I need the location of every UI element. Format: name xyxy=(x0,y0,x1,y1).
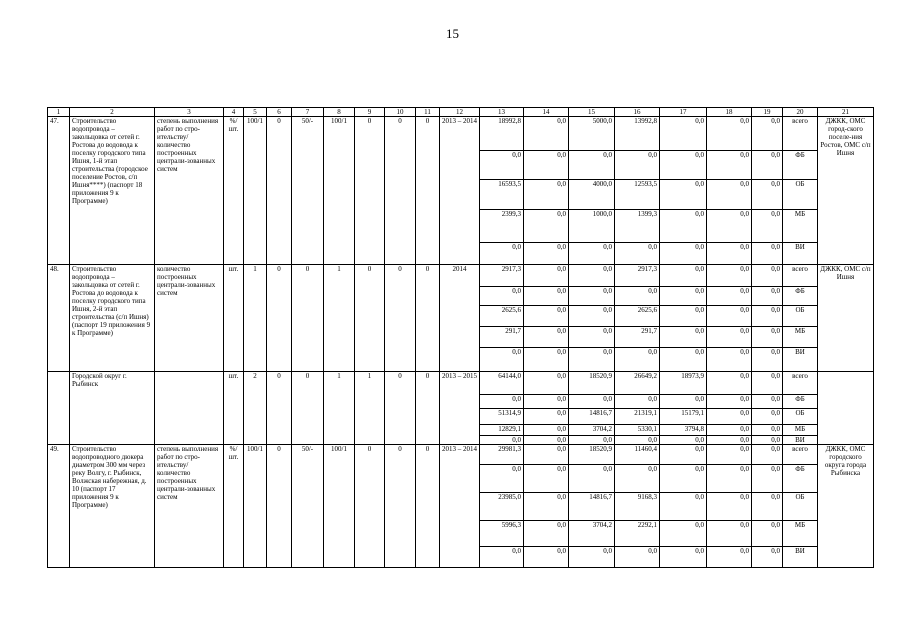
column-number-11: 11 xyxy=(416,108,440,117)
funding-2014: 11460,4 xyxy=(615,445,660,465)
funding-total: 12829,1 xyxy=(480,425,524,436)
target-2014: 1 xyxy=(324,372,355,445)
target-2016: 0 xyxy=(385,445,416,568)
table-row xyxy=(48,372,874,395)
funding-source: ВИ xyxy=(783,243,818,265)
funding-2013: 14816,7 xyxy=(569,493,615,521)
funding-2013: 0,0 xyxy=(569,436,615,445)
funding-2014: 291,7 xyxy=(615,327,660,348)
column-number-14: 14 xyxy=(524,108,569,117)
funding-2016: 0,0 xyxy=(707,445,752,465)
funding-2015: 0,0 xyxy=(660,180,707,210)
funding-2013: 0,0 xyxy=(569,287,615,306)
funding-2012: 0,0 xyxy=(524,265,569,287)
funding-2017: 0,0 xyxy=(752,521,783,547)
executor-cell: ДЖКК, ОМС с/п Ишня xyxy=(818,265,874,372)
target-2016: 0 xyxy=(385,117,416,265)
funding-2013: 3704,2 xyxy=(569,521,615,547)
period-cell: 2013 – 2014 xyxy=(440,445,480,568)
measure-name: Строительство водопровода – закольцовка от сетей г. Ростова до водовода к поселку городского типа Ишня, 1-й этап строительства (городское поселение Ростов, с/п Ишня****) (паспорт 18 приложения 9 к Программе) xyxy=(70,117,155,265)
funding-2016: 0,0 xyxy=(707,287,752,306)
target-2012: 0 xyxy=(267,117,292,265)
funding-2015: 15179,1 xyxy=(660,409,707,425)
funding-2017: 0,0 xyxy=(752,306,783,327)
funding-2013: 0,0 xyxy=(569,465,615,493)
funding-2016: 0,0 xyxy=(707,327,752,348)
funding-2015: 0,0 xyxy=(660,265,707,287)
target-2013: 50/- xyxy=(292,117,324,265)
column-number-7: 7 xyxy=(292,108,324,117)
funding-2014: 26649,2 xyxy=(615,372,660,395)
funding-2017: 0,0 xyxy=(752,372,783,395)
column-number-5: 5 xyxy=(244,108,267,117)
funding-2012: 0,0 xyxy=(524,287,569,306)
target-2015: 1 xyxy=(355,372,385,445)
funding-2013: 5000,0 xyxy=(569,117,615,151)
funding-2017: 0,0 xyxy=(752,547,783,568)
target-2017: 0 xyxy=(416,265,440,372)
funding-source: ФБ xyxy=(783,465,818,493)
indicator-name xyxy=(155,372,224,445)
funding-2012: 0,0 xyxy=(524,327,569,348)
funding-2017: 0,0 xyxy=(752,151,783,180)
funding-2015: 0,0 xyxy=(660,445,707,465)
funding-source: МБ xyxy=(783,521,818,547)
executor-cell xyxy=(818,372,874,445)
funding-2012: 0,0 xyxy=(524,395,569,409)
row-number xyxy=(48,372,70,445)
funding-total: 0,0 xyxy=(480,436,524,445)
funding-2015: 0,0 xyxy=(660,327,707,348)
funding-2015: 18973,9 xyxy=(660,372,707,395)
row-number: 47. xyxy=(48,117,70,265)
indicator-name: степень выполнения работ по стро-ительству/ количество построенных централи-зованных систем xyxy=(155,445,224,568)
column-number-6: 6 xyxy=(267,108,292,117)
funding-2016: 0,0 xyxy=(707,425,752,436)
funding-2014: 13992,8 xyxy=(615,117,660,151)
target-2012: 0 xyxy=(267,372,292,445)
funding-2013: 14816,7 xyxy=(569,409,615,425)
funding-2014: 2292,1 xyxy=(615,521,660,547)
column-number-12: 12 xyxy=(440,108,480,117)
funding-2017: 0,0 xyxy=(752,117,783,151)
table-row xyxy=(48,265,874,287)
target-2012: 0 xyxy=(267,445,292,568)
indicator-name: количество построенных централи-зованных систем xyxy=(155,265,224,372)
column-number-3: 3 xyxy=(155,108,224,117)
column-number-9: 9 xyxy=(355,108,385,117)
column-number-1: 1 xyxy=(48,108,70,117)
unit-cell: шт. xyxy=(224,265,244,372)
funding-source: ВИ xyxy=(783,348,818,372)
funding-2017: 0,0 xyxy=(752,210,783,243)
row-number: 49. xyxy=(48,445,70,568)
column-number-10: 10 xyxy=(385,108,416,117)
executor-cell: ДЖКК, ОМС городского округа города Рыбинска xyxy=(818,445,874,568)
funding-source: ФБ xyxy=(783,287,818,306)
funding-2012: 0,0 xyxy=(524,151,569,180)
funding-2012: 0,0 xyxy=(524,425,569,436)
funding-2012: 0,0 xyxy=(524,445,569,465)
funding-2016: 0,0 xyxy=(707,521,752,547)
funding-2017: 0,0 xyxy=(752,243,783,265)
funding-2012: 0,0 xyxy=(524,180,569,210)
target-2015: 0 xyxy=(355,117,385,265)
funding-total: 0,0 xyxy=(480,348,524,372)
funding-2015: 0,0 xyxy=(660,436,707,445)
column-number-19: 19 xyxy=(752,108,783,117)
funding-source: ОБ xyxy=(783,306,818,327)
funding-2013: 3704,2 xyxy=(569,425,615,436)
funding-2016: 0,0 xyxy=(707,465,752,493)
funding-2016: 0,0 xyxy=(707,180,752,210)
funding-2013: 18520,9 xyxy=(569,372,615,395)
measure-name: Строительство водопроводного дюкера диаметром 300 мм через реку Волгу, г. Рыбинск, Волжская набережная, д. 10 (паспорт 17 приложения 9 к Программе) xyxy=(70,445,155,568)
funding-2014: 0,0 xyxy=(615,436,660,445)
target-2016: 0 xyxy=(385,372,416,445)
funding-total: 0,0 xyxy=(480,465,524,493)
funding-2012: 0,0 xyxy=(524,521,569,547)
funding-2013: 0,0 xyxy=(569,348,615,372)
funding-2017: 0,0 xyxy=(752,348,783,372)
measure-name: Строительство водопровода – закольцовка от сетей г. Ростова до водовода к поселку городского типа Ишня, 2-й этап строительства (с/п Ишня) (паспорт 19 приложения 9 к Программе) xyxy=(70,265,155,372)
funding-source: ОБ xyxy=(783,493,818,521)
column-number-15: 15 xyxy=(569,108,615,117)
funding-2017: 0,0 xyxy=(752,287,783,306)
funding-2015: 0,0 xyxy=(660,243,707,265)
funding-2014: 2625,6 xyxy=(615,306,660,327)
funding-total: 0,0 xyxy=(480,243,524,265)
funding-source: ФБ xyxy=(783,395,818,409)
funding-total: 0,0 xyxy=(480,151,524,180)
funding-total: 64144,0 xyxy=(480,372,524,395)
funding-2012: 0,0 xyxy=(524,117,569,151)
target-2012: 0 xyxy=(267,265,292,372)
funding-2016: 0,0 xyxy=(707,348,752,372)
funding-2013: 1000,0 xyxy=(569,210,615,243)
column-number-21: 21 xyxy=(818,108,874,117)
table-body xyxy=(48,108,874,568)
target-2014: 100/1 xyxy=(324,117,355,265)
funding-2015: 3794,8 xyxy=(660,425,707,436)
column-number-18: 18 xyxy=(707,108,752,117)
target-2014: 1 xyxy=(324,265,355,372)
funding-2015: 0,0 xyxy=(660,348,707,372)
funding-total: 291,7 xyxy=(480,327,524,348)
funding-source: ВИ xyxy=(783,547,818,568)
column-number-4: 4 xyxy=(224,108,244,117)
funding-2016: 0,0 xyxy=(707,493,752,521)
period-cell: 2013 – 2014 xyxy=(440,117,480,265)
funding-2012: 0,0 xyxy=(524,409,569,425)
funding-2017: 0,0 xyxy=(752,493,783,521)
funding-2017: 0,0 xyxy=(752,395,783,409)
funding-2017: 0,0 xyxy=(752,409,783,425)
executor-cell: ДЖКК, ОМС город-ского поселе-ния Ростов, ОМС с/п Ишня xyxy=(818,117,874,265)
funding-total: 23985,0 xyxy=(480,493,524,521)
indicator-name: степень выполнения работ по стро-ительству/ количество построенных централи-зованных систем xyxy=(155,117,224,265)
funding-2017: 0,0 xyxy=(752,265,783,287)
funding-2014: 0,0 xyxy=(615,243,660,265)
row-number: 48. xyxy=(48,265,70,372)
target-2014: 100/1 xyxy=(324,445,355,568)
funding-2012: 0,0 xyxy=(524,210,569,243)
measure-name: Городской округ г. Рыбинск xyxy=(70,372,155,445)
funding-2016: 0,0 xyxy=(707,436,752,445)
page-number: 15 xyxy=(446,26,459,41)
unit-cell: шт. xyxy=(224,372,244,445)
funding-2014: 9168,3 xyxy=(615,493,660,521)
funding-2015: 0,0 xyxy=(660,395,707,409)
funding-2015: 0,0 xyxy=(660,547,707,568)
target-2016: 0 xyxy=(385,265,416,372)
target-2013: 50/- xyxy=(292,445,324,568)
funding-total: 0,0 xyxy=(480,287,524,306)
funding-2012: 0,0 xyxy=(524,465,569,493)
target-total: 100/1 xyxy=(244,117,267,265)
funding-2017: 0,0 xyxy=(752,180,783,210)
funding-2014: 0,0 xyxy=(615,287,660,306)
column-number-8: 8 xyxy=(324,108,355,117)
target-2015: 0 xyxy=(355,445,385,568)
funding-2015: 0,0 xyxy=(660,287,707,306)
funding-2014: 1399,3 xyxy=(615,210,660,243)
funding-2015: 0,0 xyxy=(660,521,707,547)
column-number-16: 16 xyxy=(615,108,660,117)
funding-total: 2625,6 xyxy=(480,306,524,327)
target-2017: 0 xyxy=(416,445,440,568)
funding-2013: 18520,9 xyxy=(569,445,615,465)
column-number-row xyxy=(48,108,874,117)
funding-2017: 0,0 xyxy=(752,436,783,445)
funding-2012: 0,0 xyxy=(524,493,569,521)
funding-2013: 0,0 xyxy=(569,547,615,568)
funding-2016: 0,0 xyxy=(707,306,752,327)
program-table xyxy=(47,107,874,568)
funding-source: ВИ xyxy=(783,436,818,445)
funding-source: ОБ xyxy=(783,180,818,210)
funding-total: 0,0 xyxy=(480,395,524,409)
target-total: 2 xyxy=(244,372,267,445)
funding-2016: 0,0 xyxy=(707,547,752,568)
funding-total: 29981,3 xyxy=(480,445,524,465)
funding-2016: 0,0 xyxy=(707,243,752,265)
funding-source: всего xyxy=(783,265,818,287)
funding-2012: 0,0 xyxy=(524,547,569,568)
funding-source: ФБ xyxy=(783,151,818,180)
target-total: 100/1 xyxy=(244,445,267,568)
funding-2012: 0,0 xyxy=(524,243,569,265)
funding-2015: 0,0 xyxy=(660,117,707,151)
funding-2013: 4000,0 xyxy=(569,180,615,210)
column-number-17: 17 xyxy=(660,108,707,117)
target-2017: 0 xyxy=(416,372,440,445)
funding-2014: 0,0 xyxy=(615,465,660,493)
funding-2016: 0,0 xyxy=(707,372,752,395)
unit-cell: %/ шт. xyxy=(224,117,244,265)
column-number-20: 20 xyxy=(783,108,818,117)
table-row xyxy=(48,117,874,151)
funding-2014: 0,0 xyxy=(615,348,660,372)
funding-2016: 0,0 xyxy=(707,210,752,243)
funding-2015: 0,0 xyxy=(660,210,707,243)
funding-total: 16593,5 xyxy=(480,180,524,210)
funding-source: ОБ xyxy=(783,409,818,425)
funding-2017: 0,0 xyxy=(752,425,783,436)
funding-2012: 0,0 xyxy=(524,436,569,445)
column-number-2: 2 xyxy=(70,108,155,117)
funding-2016: 0,0 xyxy=(707,117,752,151)
target-2013: 0 xyxy=(292,265,324,372)
funding-source: всего xyxy=(783,117,818,151)
funding-source: МБ xyxy=(783,210,818,243)
funding-2014: 0,0 xyxy=(615,151,660,180)
funding-2016: 0,0 xyxy=(707,409,752,425)
funding-2016: 0,0 xyxy=(707,265,752,287)
funding-2013: 0,0 xyxy=(569,327,615,348)
target-2017: 0 xyxy=(416,117,440,265)
funding-2014: 0,0 xyxy=(615,395,660,409)
funding-2013: 0,0 xyxy=(569,243,615,265)
funding-2016: 0,0 xyxy=(707,395,752,409)
funding-total: 18992,8 xyxy=(480,117,524,151)
period-cell: 2013 – 2015 xyxy=(440,372,480,445)
funding-total: 51314,9 xyxy=(480,409,524,425)
funding-2017: 0,0 xyxy=(752,445,783,465)
funding-total: 5996,3 xyxy=(480,521,524,547)
funding-2012: 0,0 xyxy=(524,306,569,327)
funding-2013: 0,0 xyxy=(569,265,615,287)
unit-cell: %/ шт. xyxy=(224,445,244,568)
funding-2013: 0,0 xyxy=(569,395,615,409)
funding-2017: 0,0 xyxy=(752,465,783,493)
funding-2015: 0,0 xyxy=(660,493,707,521)
funding-2014: 0,0 xyxy=(615,547,660,568)
funding-total: 2917,3 xyxy=(480,265,524,287)
target-total: 1 xyxy=(244,265,267,372)
funding-2013: 0,0 xyxy=(569,306,615,327)
funding-total: 2399,3 xyxy=(480,210,524,243)
funding-source: МБ xyxy=(783,327,818,348)
funding-source: МБ xyxy=(783,425,818,436)
period-cell: 2014 xyxy=(440,265,480,372)
funding-2017: 0,0 xyxy=(752,327,783,348)
table-row xyxy=(48,445,874,465)
funding-2013: 0,0 xyxy=(569,151,615,180)
funding-total: 0,0 xyxy=(480,547,524,568)
funding-2014: 12593,5 xyxy=(615,180,660,210)
target-2015: 0 xyxy=(355,265,385,372)
funding-source: всего xyxy=(783,445,818,465)
funding-2015: 0,0 xyxy=(660,151,707,180)
funding-2014: 5330,1 xyxy=(615,425,660,436)
target-2013: 0 xyxy=(292,372,324,445)
funding-2015: 0,0 xyxy=(660,306,707,327)
funding-2015: 0,0 xyxy=(660,465,707,493)
funding-2012: 0,0 xyxy=(524,348,569,372)
funding-source: всего xyxy=(783,372,818,395)
funding-2014: 2917,3 xyxy=(615,265,660,287)
funding-2016: 0,0 xyxy=(707,151,752,180)
funding-2014: 21319,1 xyxy=(615,409,660,425)
funding-2012: 0,0 xyxy=(524,372,569,395)
column-number-13: 13 xyxy=(480,108,524,117)
